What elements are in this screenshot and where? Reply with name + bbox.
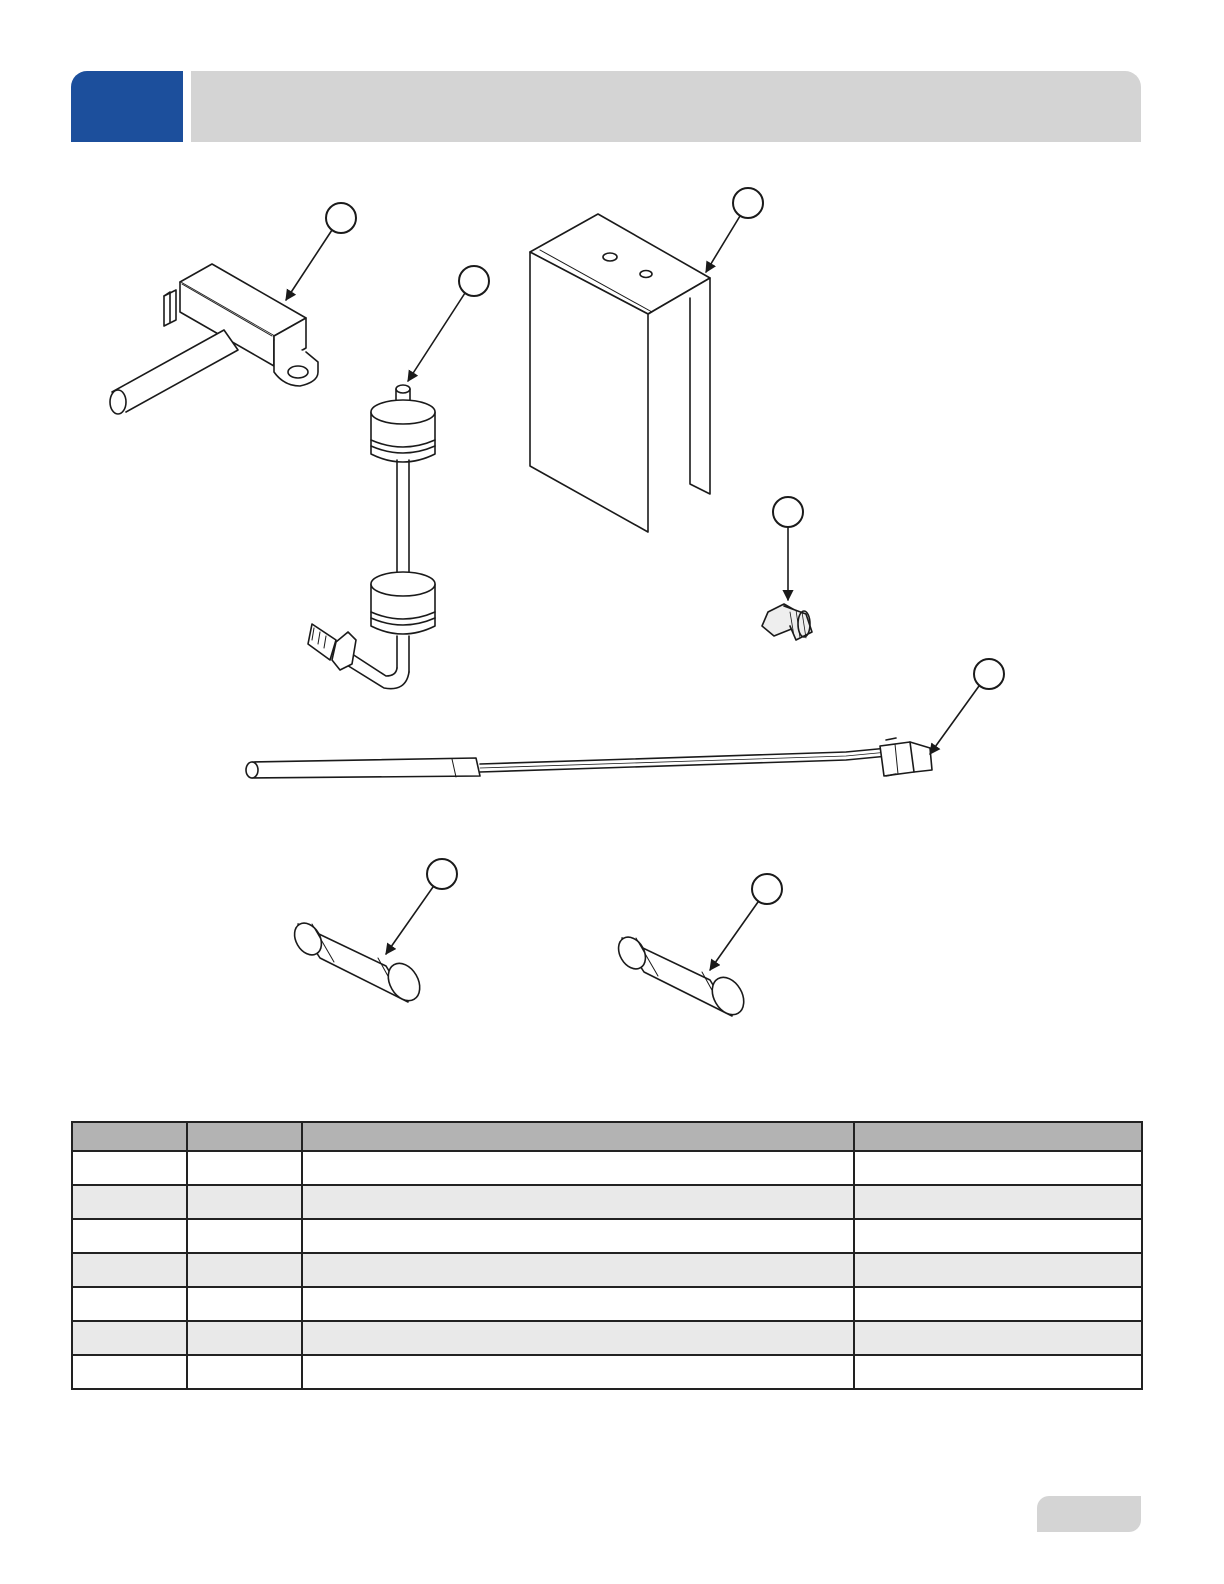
table-cell: [302, 1151, 854, 1185]
callout-7: [710, 874, 782, 970]
table-cell: [302, 1287, 854, 1321]
table-cell: [72, 1253, 187, 1287]
section-tab: [71, 71, 183, 142]
table-cell: [187, 1151, 302, 1185]
table-cell: [187, 1253, 302, 1287]
cover-bracket-part: [530, 214, 710, 532]
callout-6: [386, 859, 457, 954]
table-cell: [187, 1219, 302, 1253]
sensor-block-part: [110, 264, 318, 414]
table-cell: [302, 1321, 854, 1355]
parts-list-table: [71, 1121, 1143, 1390]
table-row: [72, 1185, 1142, 1219]
table-cell: [854, 1287, 1142, 1321]
table-cell: [72, 1355, 187, 1389]
table-cell: [187, 1321, 302, 1355]
table-cell: [302, 1253, 854, 1287]
table-row: [72, 1355, 1142, 1389]
column-header-part-number: [854, 1122, 1142, 1151]
table-cell: [187, 1185, 302, 1219]
column-header-quantity: [187, 1122, 302, 1151]
table-cell: [72, 1185, 187, 1219]
table-row: [72, 1321, 1142, 1355]
table-row: [72, 1253, 1142, 1287]
table-cell: [302, 1185, 854, 1219]
table-cell: [854, 1219, 1142, 1253]
fuse-part-a: [289, 918, 426, 1006]
callout-2: [408, 266, 489, 381]
table-cell: [854, 1253, 1142, 1287]
column-header-description: [302, 1122, 854, 1151]
table-cell: [72, 1287, 187, 1321]
table-cell: [72, 1321, 187, 1355]
table-cell: [854, 1321, 1142, 1355]
table-cell: [72, 1151, 187, 1185]
callout-4: [773, 497, 803, 600]
callout-3: [706, 188, 763, 272]
temperature-probe-part: [246, 738, 932, 778]
table-cell: [854, 1185, 1142, 1219]
callout-5: [930, 659, 1004, 754]
fitting-part: [762, 604, 812, 640]
table-cell: [854, 1151, 1142, 1185]
table-cell: [854, 1355, 1142, 1389]
table-header-row: [72, 1122, 1142, 1151]
table-cell: [302, 1219, 854, 1253]
table-cell: [187, 1287, 302, 1321]
column-header-item: [72, 1122, 187, 1151]
table-cell: [72, 1219, 187, 1253]
parts-illustration: [0, 160, 1224, 1060]
table-row: [72, 1287, 1142, 1321]
header-bar: [191, 71, 1141, 142]
callout-1: [286, 203, 356, 300]
table-cell: [302, 1355, 854, 1389]
table-cell: [187, 1355, 302, 1389]
table-row: [72, 1219, 1142, 1253]
float-switch-part: [308, 385, 435, 689]
fuse-part-b: [613, 932, 750, 1020]
table-row: [72, 1151, 1142, 1185]
page-number-tab: [1037, 1496, 1141, 1532]
